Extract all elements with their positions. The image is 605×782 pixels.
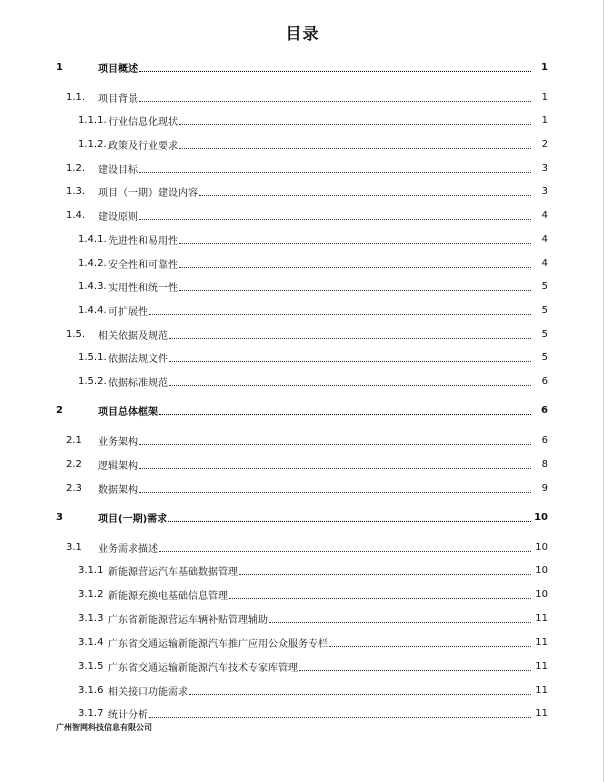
toc-entry-title: 项目背景 — [98, 94, 138, 105]
toc-entry-page: 5 — [541, 281, 548, 292]
toc-entry-page: 11 — [535, 613, 548, 624]
toc-entry-page: 3 — [541, 163, 548, 174]
toc-entry[interactable] — [0, 457, 605, 473]
toc-entry-page: 9 — [541, 483, 548, 494]
toc-entry-title: 数据架构 — [98, 485, 138, 496]
toc-entry-page: 10 — [535, 565, 548, 576]
toc-entry-page: 5 — [541, 352, 548, 363]
toc-entry[interactable] — [0, 327, 605, 343]
dot-leader — [179, 113, 531, 125]
toc-entry-title: 相关接口功能需求 — [108, 687, 188, 698]
toc-entry[interactable] — [0, 256, 605, 272]
dot-leader — [329, 635, 531, 647]
dot-leader — [159, 540, 531, 552]
toc-entry[interactable] — [0, 113, 605, 129]
toc-entry-number: 3.1.2 — [78, 589, 104, 600]
toc-entry-page: 10 — [534, 512, 548, 523]
toc-entry-page: 3 — [541, 186, 548, 197]
toc-entry-title: 新能源营运汽车基础数据管理 — [108, 567, 238, 578]
toc-entry-page: 6 — [541, 405, 548, 416]
dot-leader — [239, 563, 531, 575]
toc-entry[interactable] — [0, 184, 605, 200]
toc-entry-title: 先进性和易用性 — [108, 236, 178, 247]
toc-entry[interactable] — [0, 403, 605, 419]
toc-entry-page: 2 — [541, 139, 548, 150]
toc-entry-page: 11 — [535, 708, 548, 719]
dot-leader — [189, 683, 531, 695]
toc-entry[interactable] — [0, 540, 605, 556]
toc-entry-number: 1.2. — [66, 163, 86, 174]
dot-leader — [229, 587, 531, 599]
toc-entry-number: 2 — [56, 405, 63, 416]
toc-entry[interactable] — [0, 208, 605, 224]
toc-entry[interactable] — [0, 563, 605, 579]
toc-entry-page: 4 — [541, 234, 548, 245]
dot-leader — [139, 161, 531, 173]
toc-entry[interactable] — [0, 303, 605, 319]
dot-leader — [169, 327, 531, 339]
toc-entry-number: 3.1.5 — [78, 661, 104, 672]
toc-entry[interactable] — [0, 683, 605, 699]
toc-entry[interactable] — [0, 60, 605, 76]
dot-leader — [149, 303, 531, 315]
toc-entry-page: 11 — [535, 637, 548, 648]
toc-entry[interactable] — [0, 433, 605, 449]
toc-entry-number: 1.4. — [66, 210, 86, 221]
toc-entry-number: 1.5.2. — [78, 376, 107, 387]
toc-entry-number: 1.4.2. — [78, 258, 107, 269]
toc-entry-number: 1.4.3. — [78, 281, 107, 292]
toc-entry-page: 5 — [541, 305, 548, 316]
toc-entry-title: 统计分析 — [108, 710, 148, 721]
dot-leader — [179, 232, 531, 244]
toc-entry-title: 相关依据及规范 — [98, 331, 168, 342]
toc-entry-number: 1.1. — [66, 92, 86, 103]
toc-entry[interactable] — [0, 279, 605, 295]
toc-entry-number: 1.3. — [66, 186, 86, 197]
toc-entry[interactable] — [0, 659, 605, 675]
toc-entry-page: 10 — [535, 589, 548, 600]
toc-entry-number: 3.1.4 — [78, 637, 104, 648]
toc-entry-page: 11 — [535, 661, 548, 672]
dot-leader — [169, 374, 531, 386]
toc-entry-title: 业务架构 — [98, 437, 138, 448]
toc-entry-title: 广东省交通运输新能源汽车技术专家库管理 — [108, 663, 298, 674]
toc-entry-title: 业务需求描述 — [98, 544, 158, 555]
toc-entry-number: 3.1 — [66, 542, 82, 553]
dot-leader — [139, 60, 531, 72]
toc-entry[interactable] — [0, 706, 605, 722]
toc-entry-title: 行业信息化现状 — [108, 117, 178, 128]
toc-entry-page: 4 — [541, 210, 548, 221]
toc-entry-page: 8 — [541, 459, 548, 470]
toc-entry[interactable] — [0, 635, 605, 651]
toc-entry[interactable] — [0, 587, 605, 603]
toc-entry-number: 3.1.7 — [78, 708, 104, 719]
toc-entry[interactable] — [0, 510, 605, 526]
toc-entry-number: 2.3 — [66, 483, 82, 494]
toc-entry-number: 1 — [56, 62, 63, 73]
toc-entry-number: 3.1.3 — [78, 613, 104, 624]
toc-entry-page: 1 — [541, 92, 548, 103]
dot-leader — [299, 659, 531, 671]
toc-entry-title: 项目总体框架 — [98, 407, 158, 418]
dot-leader — [139, 208, 531, 220]
toc-entry[interactable] — [0, 611, 605, 627]
toc-entry-title: 安全性和可靠性 — [108, 260, 178, 271]
toc-entry-number: 1.4.4. — [78, 305, 107, 316]
toc-entry-title: 项目概述 — [98, 64, 138, 75]
toc-entry-number: 2.1 — [66, 435, 82, 446]
toc-entry-number: 1.1.2. — [78, 139, 107, 150]
toc-entry-page: 11 — [535, 685, 548, 696]
toc-entry-number: 2.2 — [66, 459, 82, 470]
toc-entry[interactable] — [0, 90, 605, 106]
dot-leader — [269, 611, 531, 623]
toc-entry-page: 5 — [541, 329, 548, 340]
toc-entry[interactable] — [0, 137, 605, 153]
dot-leader — [179, 256, 531, 268]
dot-leader — [139, 457, 531, 469]
toc-entry-page: 6 — [541, 435, 548, 446]
toc-entry-page: 1 — [541, 62, 548, 73]
toc-entry[interactable] — [0, 161, 605, 177]
dot-leader — [139, 433, 531, 445]
toc-entry-page: 4 — [541, 258, 548, 269]
toc-entry-page: 10 — [535, 542, 548, 553]
toc-entry[interactable] — [0, 374, 605, 390]
toc-entry-title: 新能源充换电基础信息管理 — [108, 591, 228, 602]
toc-entry[interactable] — [0, 232, 605, 248]
dot-leader — [139, 481, 531, 493]
toc-entry-number: 3.1.1 — [78, 565, 104, 576]
toc-title: 目录 — [285, 24, 320, 43]
toc-entry-title: 实用性和统一性 — [108, 283, 178, 294]
dot-leader — [169, 350, 531, 362]
toc-entry-page: 1 — [541, 115, 548, 126]
toc-entry-title: 政策及行业要求 — [108, 141, 178, 152]
toc-entry-number: 1.5.1. — [78, 352, 107, 363]
toc-entry-number: 3.1.6 — [78, 685, 104, 696]
dot-leader — [168, 510, 531, 522]
dot-leader — [159, 403, 531, 415]
toc-entry-title: 依据标准规范 — [108, 378, 168, 389]
toc-entry-title: 项目（一期）建设内容 — [98, 188, 198, 199]
toc-entry-title: 建设目标 — [98, 165, 138, 176]
dot-leader — [199, 184, 531, 196]
dot-leader — [179, 137, 531, 149]
toc-entry[interactable] — [0, 481, 605, 497]
toc-entry-number: 1.1.1. — [78, 115, 107, 126]
toc-entry-title: 项目(一期)需求 — [98, 514, 168, 525]
dot-leader — [179, 279, 531, 291]
dot-leader — [149, 706, 531, 718]
dot-leader — [139, 90, 531, 102]
toc-entry-number: 1.4.1. — [78, 234, 107, 245]
toc-entry-title: 依据法规文件 — [108, 354, 168, 365]
toc-entry-page: 6 — [541, 376, 548, 387]
toc-entry-title: 广东省新能源营运车辆补贴管理辅助 — [108, 615, 268, 626]
toc-entry-title: 可扩展性 — [108, 307, 148, 318]
toc-entry-title: 逻辑架构 — [98, 461, 138, 472]
toc-entry-title: 广东省交通运输新能源汽车推广应用公众服务专栏 — [108, 639, 328, 650]
company-footer: 广州智网科技信息有限公司 — [56, 723, 152, 732]
toc-entry-number: 1.5. — [66, 329, 86, 340]
toc-entry-title: 建设原则 — [98, 212, 138, 223]
toc-entry-number: 3 — [56, 512, 63, 523]
toc-entry[interactable] — [0, 350, 605, 366]
